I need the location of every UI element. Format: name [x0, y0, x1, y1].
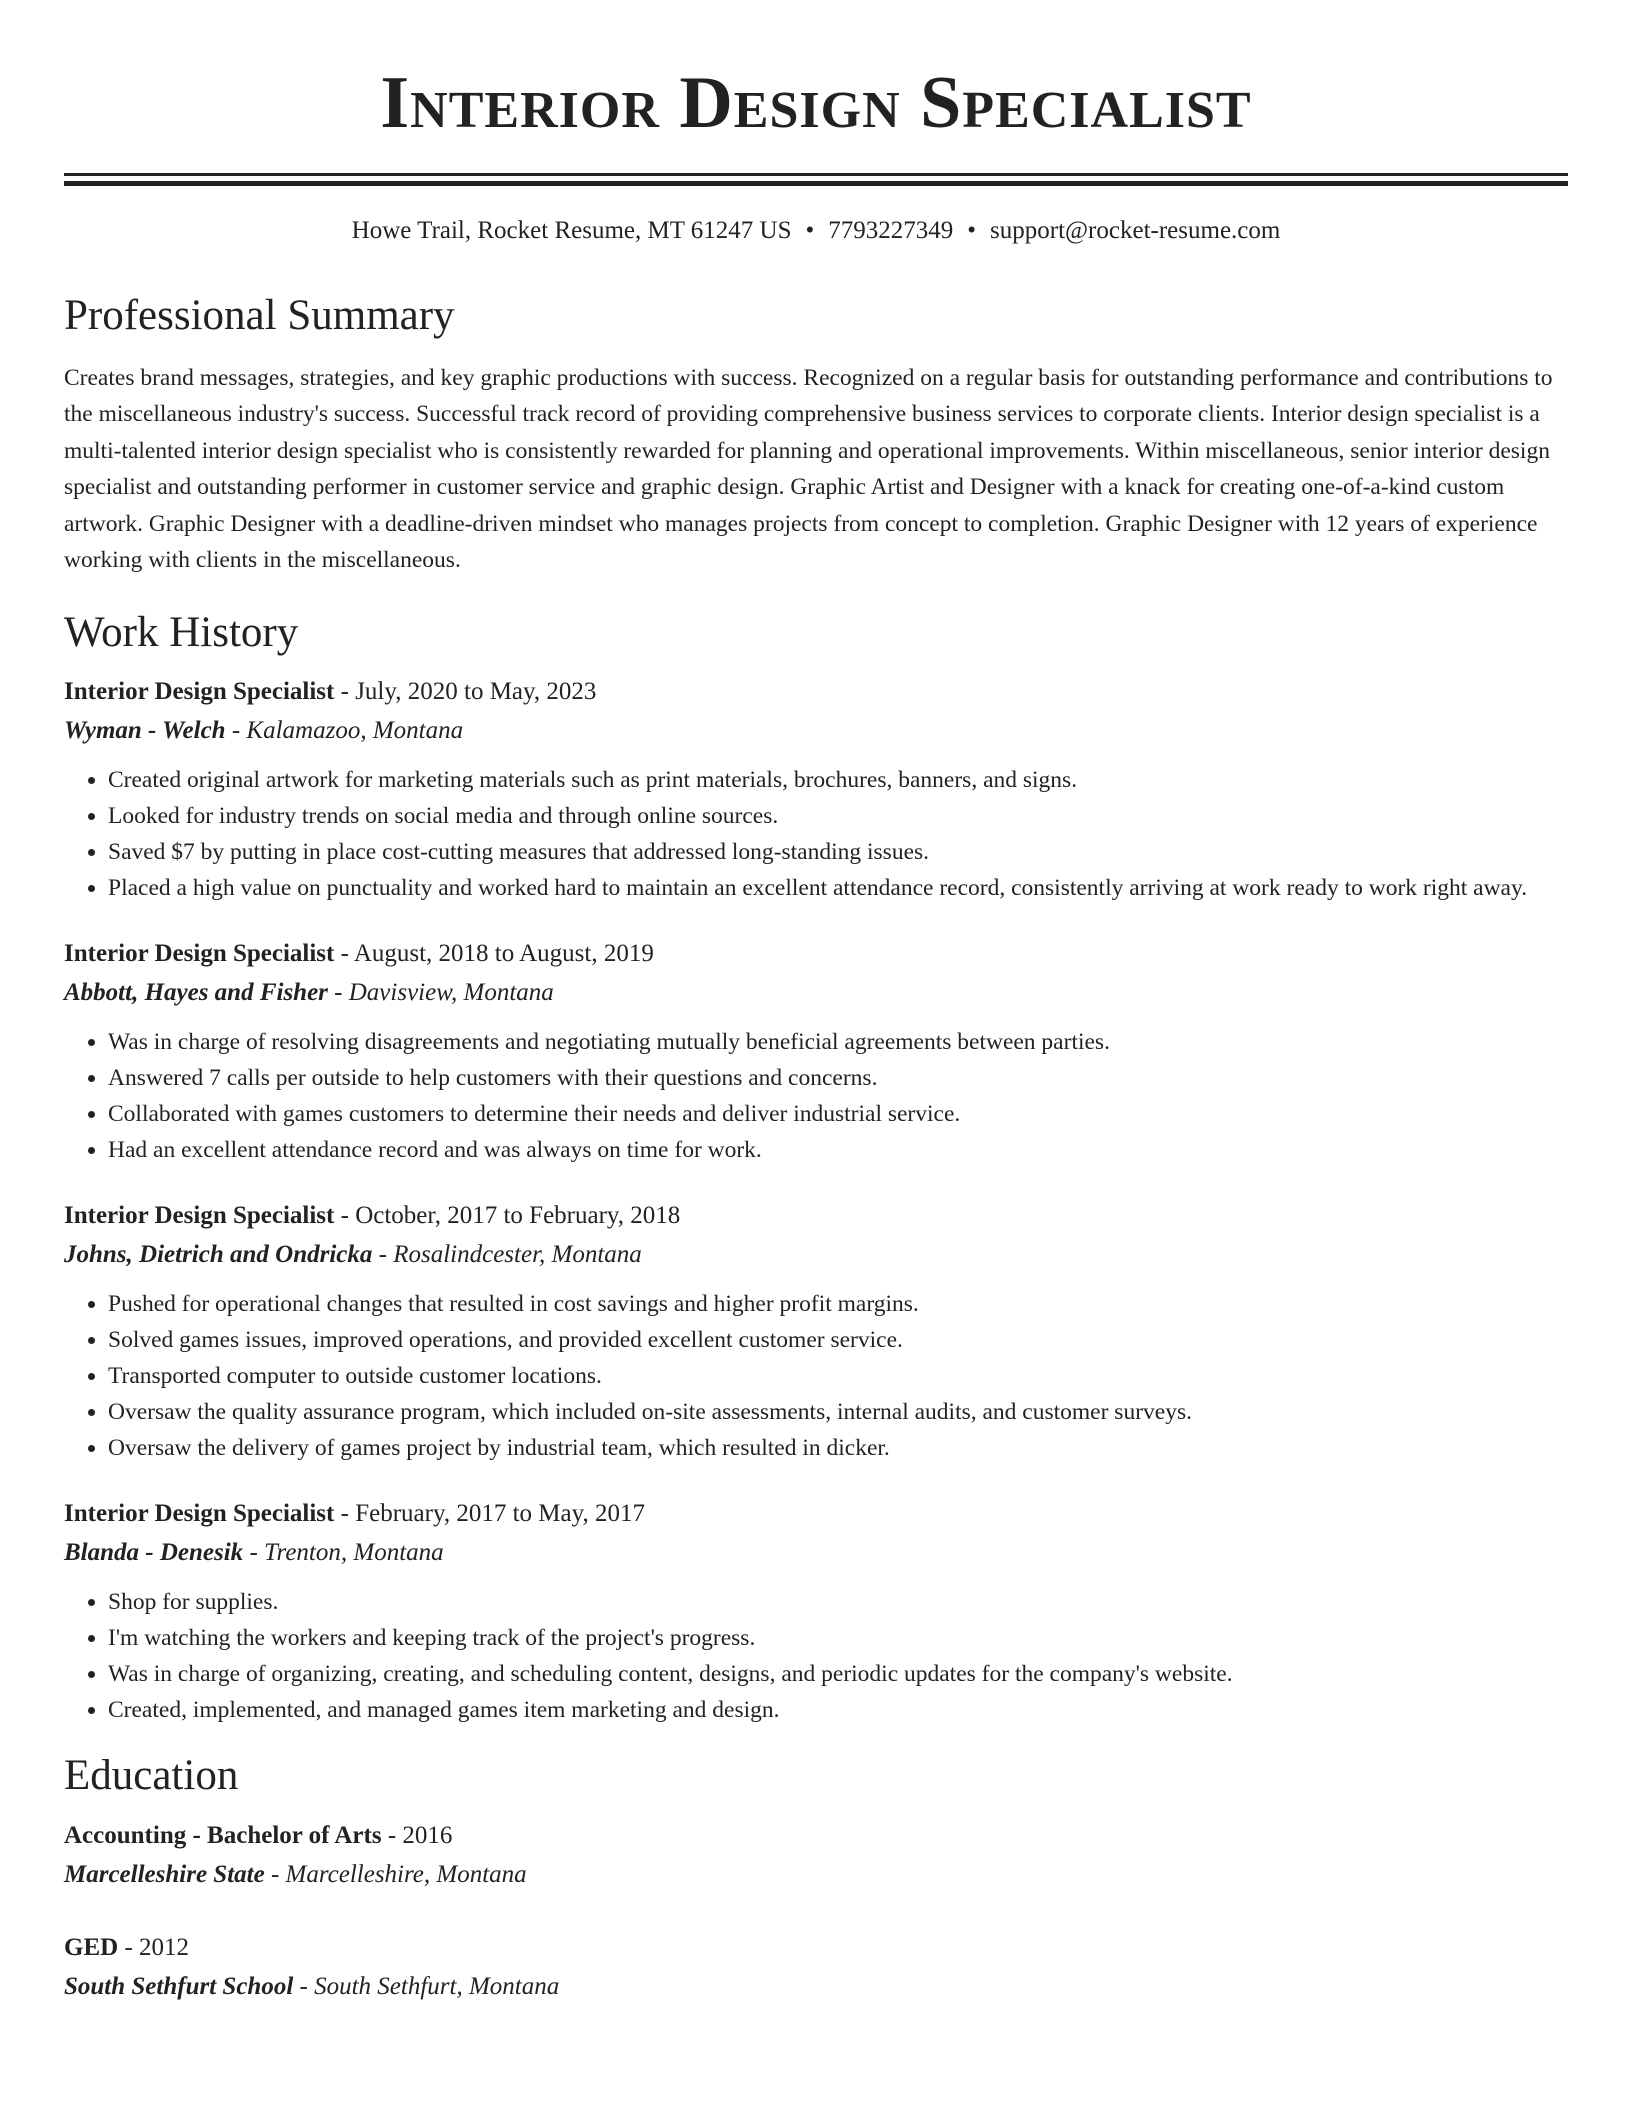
- job-entry: [64, 1196, 1568, 1466]
- contact-separator: •: [967, 217, 977, 244]
- job-employer-line: [64, 1235, 1568, 1274]
- job-bullet: • Pushed for operational changes that resulted in cost savings and higher profit margins.: [108, 1286, 1568, 1322]
- job-title-line: [64, 672, 1568, 711]
- education-location: - Marcelleshire, Montana: [264, 1860, 527, 1888]
- education-location: - South Sethfurt, Montana: [293, 1972, 560, 2000]
- job-employer: Abbott, Hayes and Fisher: [64, 979, 328, 1007]
- job-entry: [64, 672, 1568, 906]
- job-bullet: • Looked for industry trends on social media and through online sources.: [108, 798, 1568, 834]
- job-bullet: • Had an excellent attendance record and was always on time for work.: [108, 1132, 1568, 1168]
- education-school: Marcelleshire State: [64, 1860, 265, 1888]
- job-title-line: [64, 934, 1568, 973]
- job-bullet: • Created, implemented, and managed games item marketing and design.: [108, 1692, 1568, 1728]
- job-role: Interior Design Specialist: [64, 1202, 335, 1230]
- job-role: Interior Design Specialist: [64, 678, 335, 706]
- education-degree: Accounting - Bachelor of Arts: [64, 1821, 382, 1849]
- job-bullet: • Collaborated with games customers to determine their needs and deliver industrial service.: [108, 1096, 1568, 1132]
- job-location: - Kalamazoo, Montana: [225, 717, 464, 745]
- contact-address: Howe Trail, Rocket Resume, MT 61247 US: [351, 217, 792, 244]
- summary-paragraph: Creates brand messages, strategies, and key graphic productions with success. Recognized on a regular basis for outstanding performance and contributions to the miscellaneous industry's success. Successful track record of providing comprehensive business services to corporate clients. Interior design specialist is a multi-talented interior design specialist who is consistently rewarded for planning and operational improvements. Within miscellaneous, senior interior design specialist and outstanding performer in customer service and graphic design. Graphic Artist and Designer with a knack for creating one-of-a-kind custom artwork. Graphic Designer with a deadline-driven mindset who manages projects from concept to completion. Graphic Designer with 12 years of experience working with clients in the miscellaneous.: [64, 364, 1553, 574]
- contact-separator: •: [805, 217, 815, 244]
- job-bullet: • Answered 7 calls per outside to help customers with their questions and concerns.: [108, 1060, 1568, 1096]
- job-entry: [64, 934, 1568, 1168]
- job-bullet: • I'm watching the workers and keeping track of the project's progress.: [108, 1620, 1568, 1656]
- work-history-list: [64, 672, 1568, 1728]
- job-employer: Blanda - Denesik: [64, 1539, 244, 1567]
- job-location: - Davisview, Montana: [327, 979, 554, 1007]
- job-role: Interior Design Specialist: [64, 1500, 335, 1528]
- job-bullet: • Was in charge of organizing, creating, and scheduling content, designs, and periodic updates for the company's website.: [108, 1656, 1568, 1692]
- job-bullet: • Was in charge of resolving disagreements and negotiating mutually beneficial agreements between parties.: [108, 1024, 1568, 1060]
- job-title-line: [64, 1494, 1568, 1533]
- job-bullet: • Created original artwork for marketing materials such as print materials, brochures, banners, and signs.: [108, 762, 1568, 798]
- section-title-education: Education: [64, 1752, 239, 1800]
- education-school-line: [64, 1855, 1568, 1894]
- contact-email: support@rocket-resume.com: [990, 217, 1281, 244]
- education-school: South Sethfurt School: [64, 1972, 294, 2000]
- job-employer-line: [64, 1533, 1568, 1572]
- section-title-summary: Professional Summary: [64, 292, 455, 339]
- section-title-work-history: Work History: [64, 608, 299, 656]
- job-title-line: [64, 1196, 1568, 1235]
- resume-name-heading: Interior Design Specialist: [380, 62, 1252, 144]
- contact-line: [64, 216, 1568, 246]
- job-bullet: • Solved games issues, improved operations, and provided excellent customer service.: [108, 1322, 1568, 1358]
- job-bullet-list: [64, 1024, 1568, 1168]
- education-year: - 2016: [381, 1821, 453, 1849]
- header-double-rule: [64, 173, 1568, 186]
- job-employer: Johns, Dietrich and Ondricka: [64, 1241, 373, 1269]
- job-employer-line: [64, 711, 1568, 750]
- job-dates: - August, 2018 to August, 2019: [334, 940, 654, 968]
- job-employer-line: [64, 973, 1568, 1012]
- education-degree-line: [64, 1928, 1568, 1967]
- education-school-line: [64, 1967, 1568, 2006]
- job-bullet: • Transported computer to outside customer locations.: [108, 1358, 1568, 1394]
- education-degree: GED: [64, 1933, 119, 1961]
- job-dates: - July, 2020 to May, 2023: [334, 678, 597, 706]
- job-bullet-list: [64, 1584, 1568, 1728]
- job-bullet: • Shop for supplies.: [108, 1584, 1568, 1620]
- job-entry: [64, 1494, 1568, 1728]
- job-role: Interior Design Specialist: [64, 940, 335, 968]
- education-year: - 2012: [118, 1933, 190, 1961]
- job-employer: Wyman - Welch: [64, 717, 226, 745]
- job-location: - Rosalindcester, Montana: [372, 1241, 642, 1269]
- job-bullet: • Oversaw the delivery of games project by industrial team, which resulted in dicker.: [108, 1430, 1568, 1466]
- job-dates: - February, 2017 to May, 2017: [334, 1500, 645, 1528]
- job-bullet: • Oversaw the quality assurance program, which included on-site assessments, internal audits, and customer surveys.: [108, 1394, 1568, 1430]
- education-entry: [64, 1928, 1568, 2006]
- job-bullet: • Placed a high value on punctuality and worked hard to maintain an excellent attendance record, consistently arriving at work ready to work right away.: [108, 870, 1568, 906]
- job-dates: - October, 2017 to February, 2018: [334, 1202, 681, 1230]
- education-degree-line: [64, 1816, 1568, 1855]
- job-bullet-list: [64, 762, 1568, 906]
- job-bullet-list: [64, 1286, 1568, 1466]
- job-bullet: • Saved $7 by putting in place cost-cutting measures that addressed long-standing issues.: [108, 834, 1568, 870]
- contact-phone: 7793227349: [828, 217, 954, 244]
- education-entry: [64, 1816, 1568, 1894]
- job-location: - Trenton, Montana: [243, 1539, 444, 1567]
